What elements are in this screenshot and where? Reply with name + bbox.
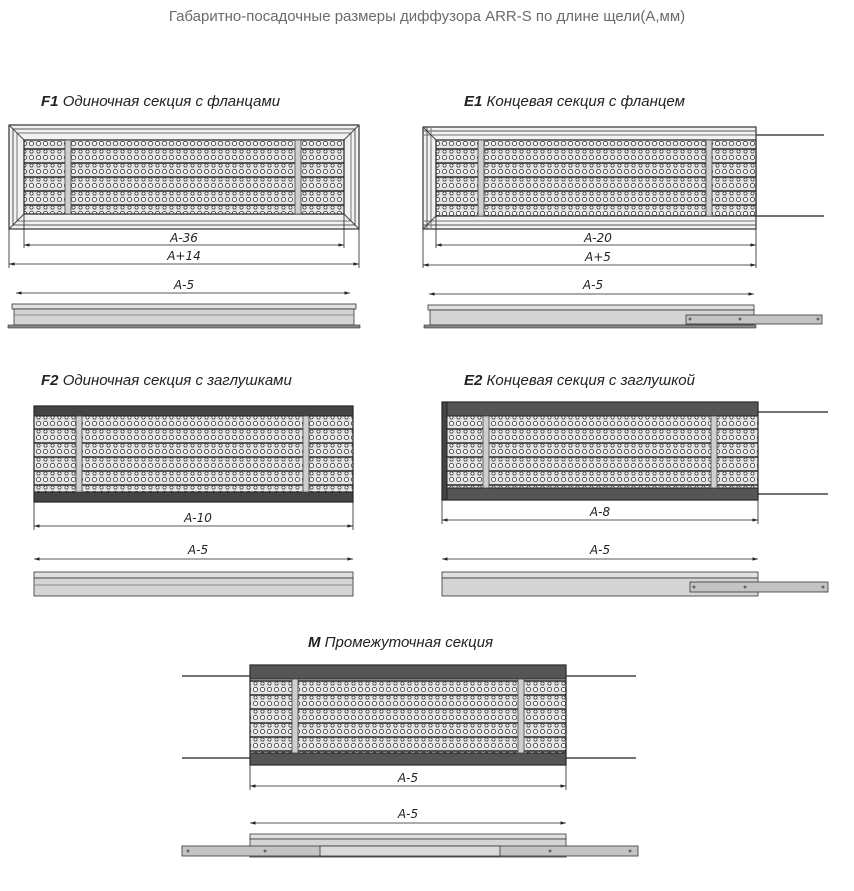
view-f2-side (34, 543, 353, 596)
dimension-e2-inner (442, 500, 758, 524)
section-name: Одиночная секция с фланцами (62, 93, 281, 110)
section-code: F1 (41, 93, 59, 110)
dimension-label: A-5 (582, 278, 604, 292)
view-m-side (182, 807, 638, 857)
dimension-f2-inner (34, 502, 353, 530)
section-code: F2 (41, 372, 59, 389)
view-f1-side (8, 278, 360, 328)
view-e2-side (442, 543, 828, 596)
dimension-label: A-10 (184, 511, 212, 525)
view-e1-front (423, 127, 824, 229)
section-code: M (308, 634, 321, 651)
section-name: Концевая секция с фланцем (486, 93, 685, 110)
dimension-label: A-5 (397, 807, 419, 821)
section-code: E2 (464, 372, 483, 389)
view-m-front (182, 665, 636, 765)
section-name: Одиночная секция с заглушками (62, 372, 292, 389)
page-title: Габаритно-посадочные размеры диффузора ARR-S по длине щели(А,мм) (168, 8, 686, 25)
section-code: E1 (464, 93, 483, 110)
dimension-label: A-5 (589, 543, 611, 557)
dimension-label: A+5 (585, 250, 611, 264)
view-f2-front (34, 406, 353, 502)
view-e2-front (442, 402, 828, 500)
dimension-label: A-5 (397, 771, 419, 785)
view-e1-side (424, 278, 822, 328)
view-f1-front (9, 125, 359, 229)
dimension-m-inner (250, 765, 566, 790)
dimension-label: A-8 (589, 505, 611, 519)
dimension-label: A+14 (167, 249, 201, 263)
dimension-label: A-5 (187, 543, 209, 557)
section-name: Концевая секция с заглушкой (486, 372, 695, 389)
dimension-label: A-20 (584, 231, 612, 245)
dimension-label: A-36 (170, 231, 198, 245)
section-name: Промежуточная секция (324, 634, 494, 651)
dimension-label: A-5 (173, 278, 195, 292)
